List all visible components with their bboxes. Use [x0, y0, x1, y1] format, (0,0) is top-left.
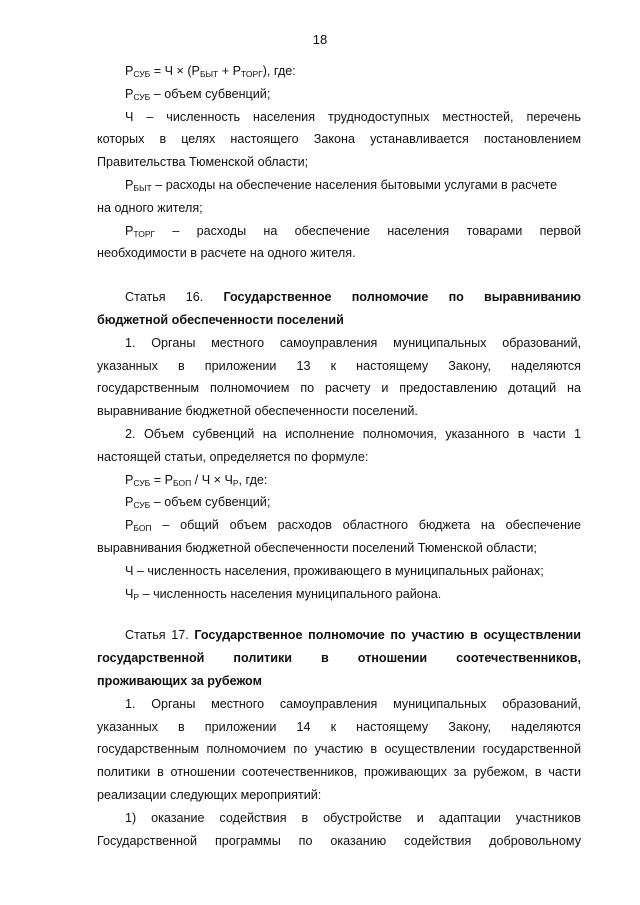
paragraph-line: реализации следующих мероприятий: — [97, 787, 322, 802]
definition-line: Правительства Тюменской области; — [97, 155, 309, 170]
definition-line: $Р_{ТОРГ}$ – расходы на обеспечение населения товарами первой — [125, 223, 581, 239]
formula-subsidy: $Р_{СУБ} = Р_{БОП} / Ч \times Ч_Р$, где: — [125, 472, 268, 488]
article-16-heading: бюджетной обеспеченности поселений — [97, 312, 344, 327]
article-17-heading: Статья 17. Государственное полномочие по участию в осуществлении — [125, 628, 582, 643]
definition-line: $Р_{БЫТ}$ – расходы на обеспечение населения бытовыми услугами в расчете — [125, 177, 558, 193]
paragraph-line: 2. Объем субвенций на исполнение полномочия, указанного в части 1 — [125, 426, 581, 441]
paragraph-line: политики в отношении соотечественников, проживающих за рубежом, в части — [97, 765, 581, 780]
definition-line: $Р_{СУБ}$ – объем субвенций; — [125, 495, 271, 511]
definition-line: $Р_{СУБ}$ – объем субвенций; — [125, 86, 271, 102]
paragraph-line: государственным полномочием по расчету и предоставлению дотаций на — [97, 381, 581, 396]
document-body — [97, 60, 581, 852]
paragraph-line: 1. Органы местного самоуправления муниципальных образований, — [125, 335, 581, 350]
definition-line: Ч – численность населения труднодоступных местностей, перечень — [125, 109, 581, 124]
definition-line: на одного жителя; — [97, 200, 203, 215]
article-17-heading: проживающих за рубежом — [97, 673, 262, 688]
paragraph-line: 1. Органы местного самоуправления муниципальных образований, — [125, 696, 581, 711]
article-17-heading: государственной политики в отношении соотечественников, — [97, 651, 581, 666]
definition-line: $Ч_Р$ – численность населения муниципального района. — [125, 586, 442, 602]
paragraph-line: указанных в приложении 14 к настоящему Закону, наделяются — [97, 719, 581, 734]
definition-line: Ч – численность населения, проживающего в муниципальных районах; — [125, 563, 544, 578]
definition-line: $Р_{БОП}$ – общий объем расходов областного бюджета на обеспечение — [125, 518, 581, 534]
paragraph-line: настоящей статьи, определяется по формуле: — [97, 449, 369, 464]
paragraph-line: Государственной программы по оказанию содействия добровольному — [97, 833, 581, 848]
definition-line: которых в целях настоящего Закона устанавливается постановлением — [97, 132, 581, 147]
paragraph-line: государственным полномочием по участию в осуществлении государственной — [97, 742, 581, 757]
paragraph-line: 1) оказание содействия в обустройстве и адаптации участников — [125, 810, 581, 825]
formula-subsidy: $Р_{СУБ} = Ч \times (Р_{БЫТ} + Р_{ТОРГ})$, где: — [125, 64, 296, 79]
page-number: 18 — [312, 32, 328, 47]
definition-line: выравнивания бюджетной обеспеченности поселений Тюменской области; — [97, 540, 537, 555]
paragraph-line: выравнивание бюджетной обеспеченности поселений. — [97, 404, 418, 419]
definition-line: необходимости в расчете на одного жителя. — [97, 246, 356, 261]
article-16-heading: Статья 16. Государственное полномочие по выравниванию — [125, 290, 582, 305]
paragraph-line: указанных в приложении 13 к настоящему Закону, наделяются — [97, 358, 581, 373]
